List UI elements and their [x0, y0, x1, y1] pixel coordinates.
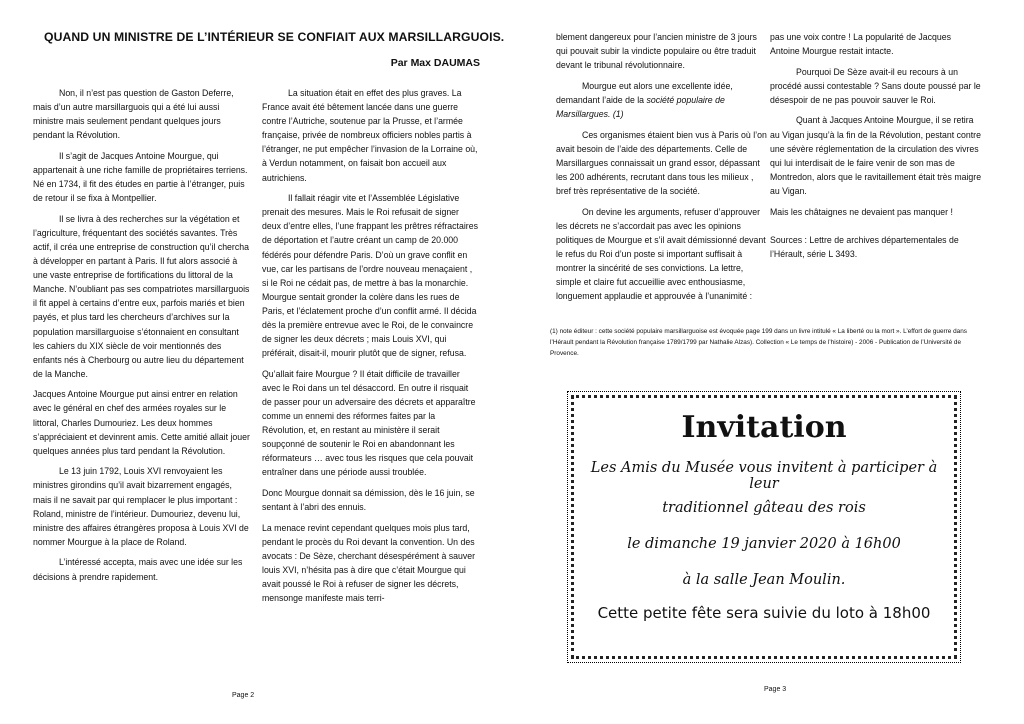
paragraph: La situation était en effet des plus graves. La France avait été bêtement lancée dans une guerre contre l’Autriche, soutenue par la Prusse, et l’armée française, privée de nombreux officiers nobles partis à l’étranger, ne put empêcher l’invasion de la Lorraine où, à Verdun notamment, on faisait bon accueil aux autrichiens. — [262, 88, 478, 183]
invitation-date: le dimanche 19 janvier 2020 à 16h00 — [627, 536, 901, 552]
italic-reference: société populaire de Marsillargues. (1) — [556, 94, 725, 119]
paragraph — [556, 79, 770, 121]
right-column-1 — [556, 30, 770, 310]
paragraph: Jacques Antoine Mourgue put ainsi entrer en relation avec le général en chef des armées royales sur le littoral, Charles Dumouriez. Les deux hommes s’appréciaient et devinrent amis. Cette amitié allait jouer quelques années plus tard pendant la Révolution. — [33, 389, 250, 456]
invitation-card — [567, 391, 961, 663]
left-column-2 — [262, 86, 480, 612]
page-number: Page 3 — [764, 686, 787, 693]
paragraph: Non, il n’est pas question de Gaston Deferre, mais d’un autre marsillarguois qui a été lui aussi ministre mais seulement pendant quelques jours pendant la Révolution. — [33, 88, 234, 141]
sources: Sources : Lettre de archives départementales de l’Hérault, série L 3493. — [770, 234, 959, 259]
invitation-line: Les Amis du Musée vous invitent à participer à leur — [590, 460, 938, 492]
paragraph: blement dangereux pour l’ancien ministre de 3 jours qui pouvait subir la vindicte populaire ou être traduit devant le tribunal révolutionnaire. — [556, 32, 757, 71]
paragraph: Ces organismes étaient bien vus à Paris où l’on avait besoin de l’aide des départements. Celle de Marsillargues connaissait un grand essor, dépassant les 200 adhérents, recrutant dans tous les milieux , bref très représentative de la société. — [556, 129, 767, 196]
paragraph: Pourquoi De Sèze avait-il eu recours à un procédé aussi contestable ? Sans doute poussé par le désespoir de ne pas pouvoir sauver le Roi. — [770, 66, 981, 105]
paragraph: Il se livra à des recherches sur la végétation et l’agriculture, fréquentant des sociétés savantes. Très actif, il créa une entreprise de construction qu’il chercha à développer en partant à Paris. Il fut alors associé à une vaste entreprise de fortifications du littoral de la Manche. N’oubliant pas ses compatriotes marsillarguois il fit appel à certains d’entre eux, parfois mariés et bien payés, et plus tard les chercheurs d’archives sur la population marsillarguoise s’étonnaient en consultant les cahiers du XIX siècle de voir mentionnés des enfants nés à Cherbourg ou autre lieu du département de la Manche. — [33, 213, 250, 379]
right-page — [512, 0, 1024, 724]
paragraph: pas une voix contre ! La popularité de Jacques Antoine Mourgue restait intacte. — [770, 32, 951, 57]
page-number: Page 2 — [232, 692, 255, 699]
paragraph: Quant à Jacques Antoine Mourgue, il se retira au Vigan jusqu’à la fin de la Révolution, pestant contre une sévère réglementation de la circulation des vivres qui lui interdisait de le faire venir de son mas de Montredon, alors que le ravitaillement était très maigre au Vigan. — [770, 115, 982, 196]
paragraph: Il fallait réagir vite et l’Assemblée Législative prenait des mesures. Mais le Roi refusait de signer deux d’entre elles, l’une frappant les prêtres réfractaires de déportation et l’autre créant un camp de 20.000 fédérés pour défendre Paris. D’où un grave conflit en vue, car les partisans de l’ordre nouveau menaçaient , si le Roi ne cédait pas, de mettre à bas la monarchie. Mourgue sentait gronder la colère dans les rues de Paris, et l’éclatement proche d’un conflit armé. Il décida dès la première entrevue avec le Roi, de le convaincre de signer les deux décrets ; mais Louis XVI, qui préférait, disait-il, mourir plutôt que de signer, refusa. — [262, 193, 478, 359]
paragraph: La menace revint cependant quelques mois plus tard, pendant le procès du Roi devant la convention. Un des avocats : De Sèze, cherchant désespérément à sauver louis XVI, n’hésita pas à dire que c’était Mourgue qui avait poussé le Roi à refuser de signer les décrets, mensonge manifeste mais terri- — [262, 522, 476, 604]
paragraph: Qu’allait faire Mourgue ? Il était difficile de travailler avec le Roi dans un tel désaccord. En outre il risquait de passer pour un adversaire des décrets et apparaître comme un ennemi des réformes faites par la Révolution, et, en restant au ministère il serait soupçonné de soutenir le Roi en abandonnant les réformateurs … avec tous les risques que cela pouvait entraîner dans une période aussi troublée. — [262, 368, 476, 478]
paragraph: Il s’agit de Jacques Antoine Mourgue, qui appartenait à une riche famille de propriétaires terriens. Né en 1734, il fit des études en partie à l’étranger, puis de retour il se fixa à Montpellier. — [33, 150, 248, 204]
invitation-line: traditionnel gâteau des rois — [662, 500, 866, 516]
paragraph: L’intéressé accepta, mais avec une idée sur les décisions à prendre rapidement. — [33, 557, 243, 582]
invitation-venue: à la salle Jean Moulin. — [682, 572, 846, 588]
right-column-2 — [770, 30, 982, 267]
left-column-1 — [33, 86, 251, 590]
editor-footnote: (1) note éditeur : cette société populaire marsillarguoise est évoquée page 199 dans un livre intitulé « La liberté ou la mort ». L’effort de guerre dans l’Hérault pendant la Révolution française 1789/1799 par Nathalie Alzas). Collection « Le temps de l’histoire) - 2006 - Publication de l’Université de Provence. — [550, 328, 967, 357]
article-author: Par Max DAUMAS — [390, 57, 480, 69]
paragraph-text: Mourgue eut alors une excellente idée, demandant l’aide de la — [556, 80, 733, 105]
paragraph: On devine les arguments, refuser d’approuver les décrets ne s’accordait pas avec les opinions politiques de Mourgue et s’il avait démissionné devant le refus du Roi d’un poste si important suffisait à montrer la sincérité de ses convictions. La lettre, simple et claire fut accueillie avec enthousiasme, longuement applaudie et approuvée à l’unanimité : — [556, 206, 766, 302]
paragraph: Le 13 juin 1792, Louis XVI renvoyaient les ministres girondins qu’il avait bizarrement engagés, mais il ne savait par qui remplacer le plus important : Roland, ministre de l’intérieur. Dumouriez, devenu lui, ministre des affaires étrangères proposa à Louis XVI de nommer Mourgue à la place de Roland. — [33, 466, 249, 547]
paragraph: Donc Mourgue donnait sa démission, dès le 16 juin, se sentant à l’abri des ennuis. — [262, 488, 475, 513]
paragraph: Mais les châtaignes ne devaient pas manquer ! — [770, 206, 953, 217]
article-title: QUAND UN MINISTRE DE L’INTÉRIEUR SE CONFIAIT AUX MARSILLARGUOIS. — [44, 30, 505, 44]
invitation-title: Invitation — [681, 410, 847, 445]
invitation-frame — [571, 395, 957, 659]
invitation-footer: Cette petite fête sera suivie du loto à 18h00 — [597, 604, 931, 622]
